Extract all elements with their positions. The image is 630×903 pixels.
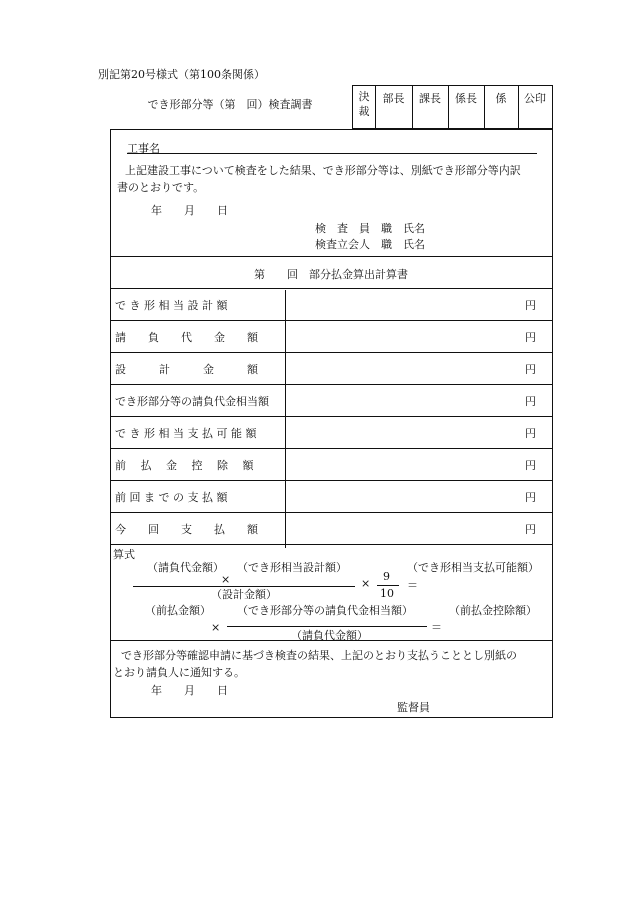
row-unit: 円 <box>525 331 536 344</box>
row-label: でき形部分等の請負代金相当額 <box>115 395 269 408</box>
notice-line1: でき形部分等確認申請に基づき検査の結果、上記のとおり支払うこととし別紙の <box>121 649 517 662</box>
form-label: 別記第20号様式（第100条関係） <box>98 68 265 81</box>
witness-line: 検査立会人 職 氏名 <box>315 238 425 251</box>
statement-line2: 書のとおりです。 <box>117 181 205 194</box>
formula-result: （でき形相当支払可能額） <box>407 561 539 574</box>
row-unit: 円 <box>525 491 536 504</box>
project-name-line <box>127 153 537 154</box>
approval-role-kakari: 係 <box>495 92 507 105</box>
formula-times: × <box>221 573 231 586</box>
row-label: で き 形 相 当 設 計 額 <box>115 299 228 312</box>
notice-date: 年 月 日 <box>151 684 228 697</box>
row-unit: 円 <box>525 299 536 312</box>
row-label: 請 負 代 金 額 <box>115 331 258 344</box>
project-name-label: 工事名 <box>127 142 160 155</box>
row-label: 設 計 金 額 <box>115 363 258 376</box>
formula2-den: （請負代金額） <box>291 629 368 642</box>
formula-ratio-num: 9 <box>383 570 390 583</box>
formula-num-b: （でき形相当設計額） <box>237 561 347 574</box>
row-unit: 円 <box>525 395 536 408</box>
kessai-label: 決裁 <box>358 90 370 118</box>
inspector-line: 検 査 員 職 氏名 <box>315 222 425 235</box>
formula-den: （設計金額） <box>211 588 277 601</box>
calc-title: 第 回 部分払金算出計算書 <box>254 268 408 281</box>
row-label: で き 形 相 当 支 払 可 能 額 <box>115 427 257 440</box>
row-unit: 円 <box>525 523 536 536</box>
main-form <box>110 129 553 718</box>
approval-table <box>352 85 553 129</box>
approval-role-bucho: 部長 <box>382 92 405 105</box>
row-unit: 円 <box>525 427 536 440</box>
row-label: 前 払 金 控 除 額 <box>115 459 254 472</box>
formula2-a: （前払金額） <box>145 604 211 617</box>
formula2-eq: ＝ <box>431 621 442 634</box>
row-label: 今 回 支 払 額 <box>115 523 258 536</box>
notice-line2: とおり請負人に通知する。 <box>113 666 245 679</box>
formula2-c: （前払金控除額） <box>449 604 537 617</box>
formula-eq: ＝ <box>407 579 418 592</box>
formula-mult: × <box>361 577 371 590</box>
formula-num-a: （請負代金額） <box>147 561 224 574</box>
approval-role-kakaricho: 係長 <box>455 92 477 105</box>
row-unit: 円 <box>525 459 536 472</box>
inspection-date: 年 月 日 <box>151 204 228 217</box>
supervisor-label: 監督員 <box>397 701 430 714</box>
formula-ratio-den: 10 <box>380 587 394 600</box>
row-label: 前 回 ま で の 支 払 額 <box>115 491 228 504</box>
document-title: でき形部分等（第 回）検査調書 <box>147 98 313 111</box>
formula-label: 算式 <box>113 548 135 561</box>
row-unit: 円 <box>525 363 536 376</box>
approval-role-kacho: 課長 <box>419 92 441 105</box>
approval-role-koin: 公印 <box>524 92 546 105</box>
statement-line1: 上記建設工事について検査をした結果、でき形部分等は、別紙でき形部分等内訳 <box>125 164 521 177</box>
formula2-times: × <box>211 621 221 634</box>
formula2-b: （でき形部分等の請負代金相当額） <box>237 604 413 617</box>
